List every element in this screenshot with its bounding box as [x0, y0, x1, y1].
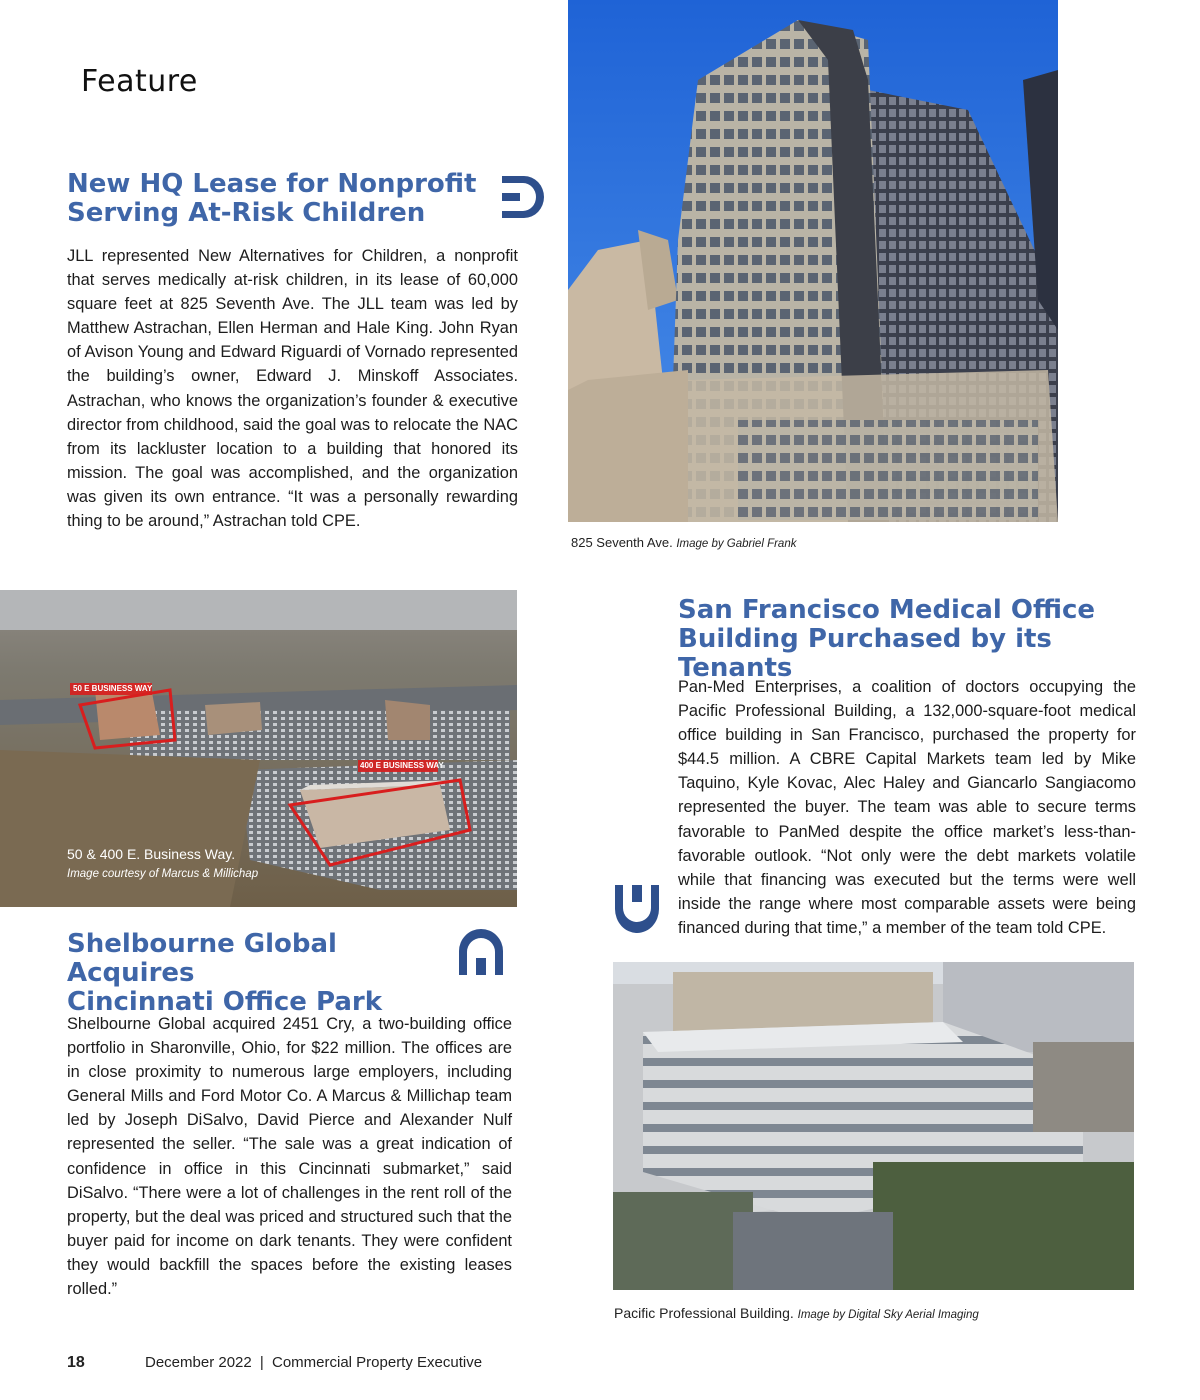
- article1-headline-line1: New HQ Lease for Nonprofit: [67, 169, 477, 199]
- section-label: Feature: [81, 64, 198, 99]
- article3-body: Shelbourne Global acquired 2451 Cry, a two-building office portfolio in Sharonville, Ohio, for $22 million. The offices are in close proximity to numerous large employers, including General Mills and Ford Motor Co. A Marcus & Millichap team led by Joseph DiSalvo, David Pierce and Alexander Nulf represented the seller. “The sale was a great indication of confidence in office in this Cincinnati submarket,” said DiSalvo. “There were a lot of challenges in the rent roll of the property, but the deal was priced and structured such that the buyer paid for income on dark tenants. They were confident they would backfill the spaces before the existing leases rolled.”: [67, 1015, 512, 1299]
- footer-issue: December 2022: [145, 1354, 252, 1371]
- photo-825-caption: [571, 535, 796, 550]
- right-arrow-icon: [498, 172, 548, 222]
- photo-pacific-caption-text: Pacific Professional Building.: [614, 1305, 794, 1321]
- photo-pacific-professional-building: [613, 962, 1134, 1290]
- photo-label-50: 50 E BUSINESS WAY: [73, 684, 153, 693]
- article2-headline-line1: San Francisco Medical Office: [678, 595, 1096, 625]
- up-arrow-icon: [456, 928, 506, 978]
- photo-pacific-credit: Image by Digital Sky Aerial Imaging: [797, 1309, 979, 1321]
- down-arrow-icon: [612, 882, 662, 934]
- article1-headline-line2: Serving At-Risk Children: [67, 198, 426, 228]
- article2-body: Pan-Med Enterprises, a coalition of doctors occupying the Pacific Professional Building, a 132,000-square-foot medical office building in San Francisco, purchased the property for $44.5 million. A CBRE Capital Markets team led by Mike Taquino, Kyle Kovac, Alec Haley and Giancarlo Sangiacomo represented the buyer. The team was able to secure terms favorable to PanMed despite the office market’s less-than-favorable outlook. “Not only were the debt markets volatile while that financing was executed but the terms were well inside the range where most comparable assets were being financed during that time,” a member of the team told CPE.: [678, 678, 1136, 937]
- photo-825-seventh-ave: [568, 0, 1058, 522]
- article3-headline: [67, 930, 467, 1017]
- footer-separator: |: [259, 1354, 264, 1371]
- footer-issue-line: [145, 1354, 482, 1371]
- photo-label-400: 400 E BUSINESS WAY: [360, 761, 444, 770]
- page-number: 18: [67, 1354, 85, 1371]
- photo-business-way-credit: Image courtesy of Marcus & Millichap: [67, 868, 259, 880]
- article2-headline: [678, 596, 1148, 683]
- article1-headline: [67, 170, 497, 228]
- footer-publication: Commercial Property Executive: [271, 1354, 483, 1371]
- article3-headline-line1: Shelbourne Global Acquires: [67, 929, 337, 988]
- photo-pacific-caption: [614, 1305, 979, 1321]
- photo-business-way: [0, 590, 517, 907]
- photo-825-caption-text: 825 Seventh Ave.: [571, 535, 673, 550]
- article2-headline-line2: Building Purchased by its Tenants: [678, 624, 1052, 683]
- article3-headline-line2: Cincinnati Office Park: [67, 987, 382, 1017]
- photo-825-credit: Image by Gabriel Frank: [676, 538, 797, 550]
- photo-business-way-caption: 50 & 400 E. Business Way.: [67, 846, 236, 862]
- article1-body: JLL represented New Alternatives for Children, a nonprofit that serves medically at-risk children, in its lease of 60,000 square feet at 825 Seventh Ave. The JLL team was led by Matthew Astrachan, Ellen Herman and Hale King. John Ryan of Avison Young and Edward Riguardi of Vornado represented the building’s owner, Edward J. Minskoff Associates. Astrachan, who knows the organization’s founder & executive director from childhood, said the goal was to relocate the NAC from its lackluster location to a building that honored its mission. The goal was accomplished, and the organization was given its own entrance. “It was a personally rewarding thing to be around,” Astrachan told CPE.: [67, 247, 518, 531]
